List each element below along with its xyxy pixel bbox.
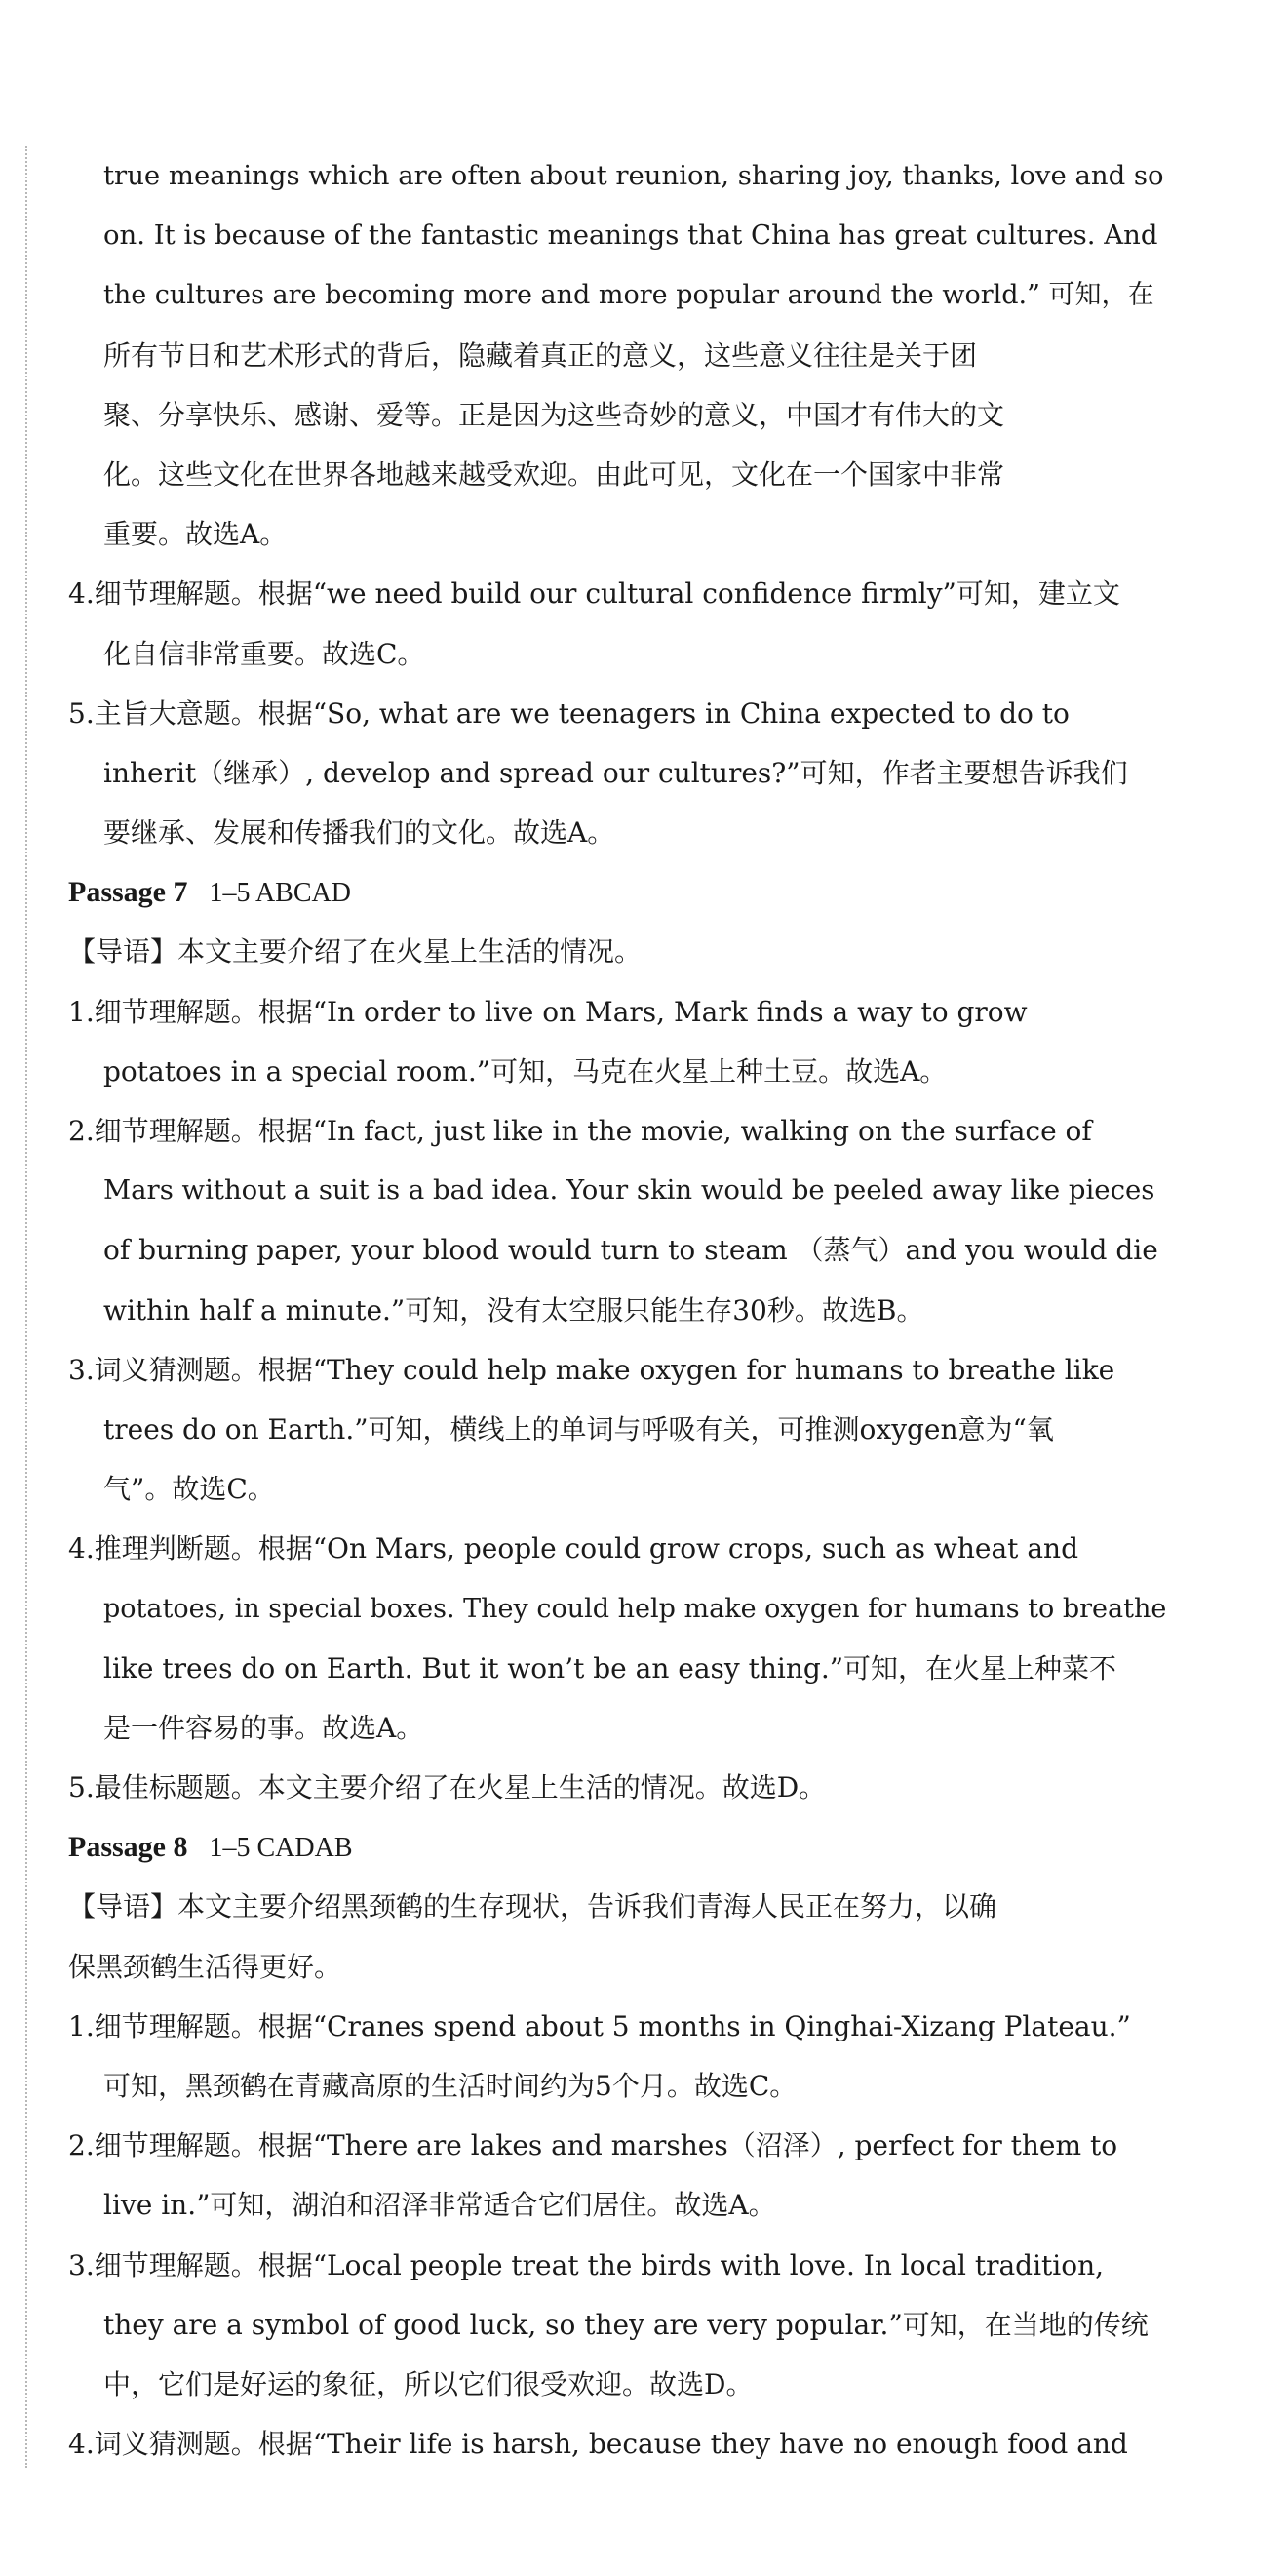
- text-line: 4.词义猜测题。根据“Their life is harsh, because they have no enough food and: [68, 2428, 1128, 2461]
- text-line: 2.细节理解题。根据“In fact, just like in the movie, walking on the surface of: [68, 1115, 1092, 1147]
- text-line: 2.细节理解题。根据“There are lakes and marshes（沼泽）, perfect for them to: [68, 2129, 1118, 2162]
- text-line: 中，它们是好运的象征，所以它们很受欢迎。故选D。: [103, 2367, 754, 2400]
- text-line: 3.细节理解题。根据“Local people treat the birds with love. In local tradition,: [68, 2248, 1105, 2281]
- text-line: like trees do on Earth. But it won’t be an easy thing.”可知，在火星上种菜不: [103, 1651, 1117, 1684]
- passage-title: Passage 8: [68, 1831, 188, 1864]
- text-line: potatoes in a special room.”可知，马克在火星上种土豆。故选A。: [103, 1054, 948, 1088]
- text-line: inherit（继承）, develop and spread our cultures?”可知，作者主要想告诉我们: [103, 756, 1128, 789]
- text-line: within half a minute.”可知，没有太空服只能生存30秒。故选B。: [103, 1293, 924, 1327]
- text-line: 是一件容易的事。故选A。: [103, 1711, 424, 1744]
- text-line: 重要。故选A。: [103, 518, 288, 551]
- text-line: the cultures are becoming more and more popular around the world.” 可知，在: [103, 280, 1154, 311]
- text-line: 【导语】本文主要介绍黑颈鹤的生存现状，告诉我们青海人民正在努力，以确: [68, 1890, 997, 1923]
- text-line: 化自信非常重要。故选C。: [103, 637, 425, 670]
- text-line: true meanings which are often about reunion, sharing joy, thanks, love and so: [103, 160, 1164, 191]
- text-line: trees do on Earth.”可知，横线上的单词与呼吸有关，可推测oxygen意为“氧: [103, 1412, 1054, 1446]
- binding-dotted-line: [25, 146, 27, 2468]
- text-line: 所有节日和艺术形式的背后，隐藏着真正的意义，这些意义往往是关于团: [103, 338, 978, 372]
- text-line: 1.细节理解题。根据“Cranes spend about 5 months in Qinghai-Xizang Plateau.”: [68, 2009, 1131, 2042]
- answer-key: 1–5 CADAB: [209, 1833, 353, 1864]
- text-line: Mars without a suit is a bad idea. Your skin would be peeled away like pieces: [103, 1174, 1155, 1207]
- text-line: 【导语】本文主要介绍了在火星上生活的情况。: [68, 935, 643, 969]
- text-line: 4.推理判断题。根据“On Mars, people could grow crops, such as wheat and: [68, 1532, 1078, 1565]
- text-line: 可知，黑颈鹤在青藏高原的生活时间约为5个月。故选C。: [103, 2070, 798, 2102]
- text-line: 5.主旨大意题。根据“So, what are we teenagers in China expected to do to: [68, 696, 1070, 730]
- passage-heading: [68, 1817, 1170, 1877]
- text-line: on. It is because of the fantastic meanings that China has great cultures. And: [103, 219, 1158, 252]
- text-line: 要继承、发展和传播我们的文化。故选A。: [103, 816, 615, 850]
- text-line: 化。这些文化在世界各地越来越受欢迎。由此可见，文化在一个国家中非常: [103, 457, 1005, 491]
- text-line: 气”。故选C。: [103, 1473, 275, 1506]
- passage-title: Passage 7: [68, 876, 188, 909]
- text-line: 3.词义猜测题。根据“They could help make oxygen for humans to breathe like: [68, 1353, 1115, 1386]
- text-line: 5.最佳标题题。本文主要介绍了在火星上生活的情况。故选D。: [68, 1771, 827, 1804]
- text-line: of burning paper, your blood would turn to steam （蒸气）and you would die: [103, 1234, 1158, 1267]
- text-line: 1.细节理解题。根据“In order to live on Mars, Mark finds a way to grow: [68, 995, 1028, 1028]
- text-line: 保黑颈鹤生活得更好。: [68, 1950, 342, 1983]
- passage-heading: [68, 862, 1170, 922]
- text-line: 4.细节理解题。根据“we need build our cultural confidence firmly”可知，建立文: [68, 577, 1120, 611]
- text-line: 聚、分享快乐、感谢、爱等。正是因为这些奇妙的意义，中国才有伟大的文: [103, 398, 1005, 431]
- text-line: potatoes, in special boxes. They could help make oxygen for humans to breathe: [103, 1593, 1167, 1624]
- text-line: they are a symbol of good luck, so they are very popular.”可知，在当地的传统: [103, 2308, 1149, 2341]
- text-line: live in.”可知，湖泊和沼泽非常适合它们居住。故选A。: [103, 2189, 776, 2222]
- answer-key: 1–5 ABCAD: [209, 878, 351, 909]
- answer-key-page: [68, 146, 1170, 2474]
